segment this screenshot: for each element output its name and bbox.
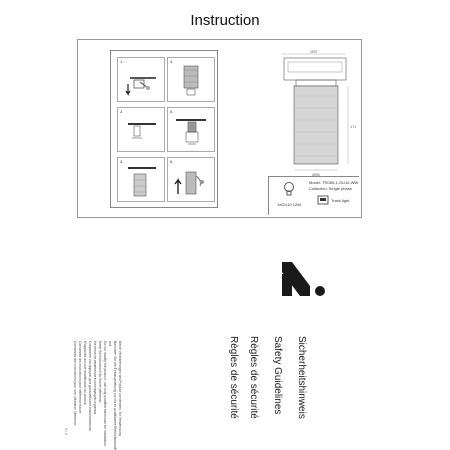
step-4: [167, 57, 215, 102]
step-number: 1.: [120, 59, 124, 64]
step-number: 6.: [170, 159, 174, 164]
step-number: 4.: [170, 59, 174, 64]
step-6-illustration: [168, 158, 214, 201]
step-2-illustration: [118, 108, 164, 151]
page-title: Instruction: [190, 12, 260, 29]
heading-fr: Règles de sécurité: [248, 336, 259, 419]
note-6: Не вносите изменения в конструкцию изделия.: [93, 341, 97, 416]
dim-top-label: Ø57: [310, 49, 318, 54]
track-light-icon: [317, 195, 329, 205]
note-1: Keine Veränderungen am Produkt vornehmen, für Verwendung: [118, 341, 122, 436]
brand-logo: [282, 262, 326, 296]
step-number: 2.: [120, 109, 124, 114]
type-text: Track light: [331, 198, 350, 203]
note-4: Do not modify the product, use only qualified electrician for installation.: [103, 341, 107, 447]
product-dimension-drawing: [270, 48, 356, 178]
step-2: [117, 107, 165, 152]
note-9: Conservez les instructions pour référence future.: [78, 341, 82, 415]
step-3: [117, 157, 165, 202]
step-4-illustration: [168, 58, 214, 101]
note-5: Keep the instructions for future reference.: [98, 341, 102, 404]
note-8: N'apportez aucune modification au produit.: [83, 341, 87, 406]
note-3: auf.: [108, 341, 112, 347]
model-text: Model: TR089-1-GU10-WW: [309, 180, 359, 185]
note-7: Сохраните инструкцию для дальнейшего использования.: [88, 341, 92, 432]
step-5-illustration: [168, 108, 214, 151]
step-number: 5.: [170, 109, 174, 114]
step-6: [167, 157, 215, 202]
step-number: 3.: [120, 159, 124, 164]
bulb-icon: [283, 181, 295, 197]
page-number: 4 / 4: [64, 428, 68, 435]
heading-fr-2: Règles de sécurité: [228, 336, 239, 419]
step-3-illustration: [118, 158, 164, 201]
step-5: [167, 107, 215, 152]
heading-en: Safety Guidelines: [272, 336, 283, 415]
dim-bottom-label: Ø55: [312, 172, 320, 177]
dim-height-label: 171: [350, 124, 357, 129]
note-2: Benutzen Sie die Einbauanleitung nur durch qualifizierte Elektrofachkraft: [113, 341, 117, 450]
note-10: Conservez les instructions pour une utilisation ultérieure.: [73, 341, 77, 426]
collection-text: Collection: Single phase: [309, 186, 352, 191]
heading-de: Sicherheitshinweis: [296, 336, 307, 419]
step-1: [117, 57, 165, 102]
installation-steps: [110, 50, 218, 208]
step-1-illustration: [118, 58, 164, 101]
product-info-box: [268, 176, 359, 215]
lamp-spec: 1xGU10 12W: [277, 202, 302, 207]
